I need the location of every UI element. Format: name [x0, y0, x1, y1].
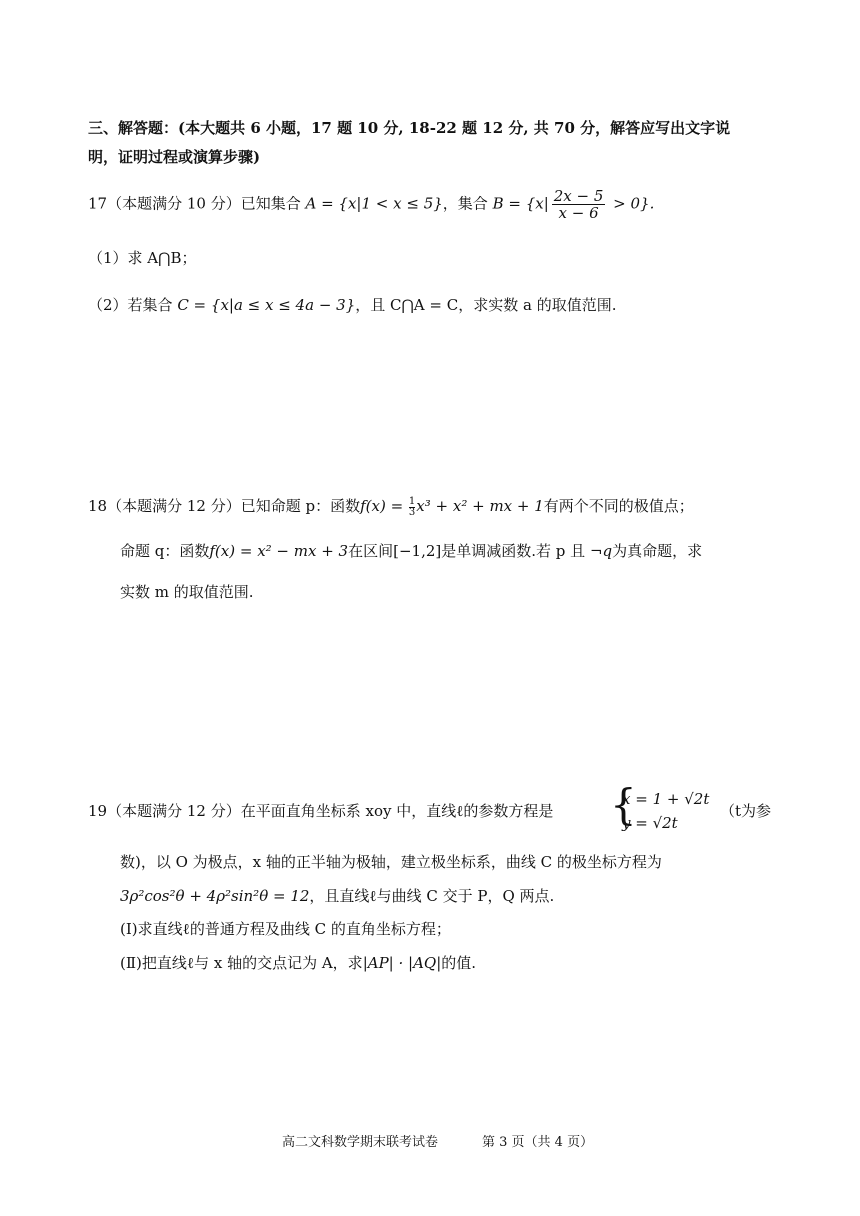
- q19-line3-b: ，且直线ℓ与曲线 C 交于 P，Q 两点.: [309, 887, 555, 905]
- footer-left-text: 高二文科数学期末联考试卷: [282, 1135, 439, 1150]
- section-heading-cont: [88, 146, 260, 168]
- q18-line1: [88, 495, 694, 518]
- q18-func1-b: x³ + x² + mx + 1: [416, 497, 544, 515]
- q19-part2-a: (Ⅱ)把直线ℓ与 x 轴的交点记为 A，求: [120, 954, 363, 972]
- q19-line3: [120, 885, 554, 907]
- q17-prefix: 17（本题满分 10 分）已知集合: [88, 194, 306, 213]
- q17-fraction: [552, 188, 606, 221]
- q17-part2: [88, 294, 616, 316]
- q17-part1-text: （1）求 A⋂B；: [88, 249, 197, 267]
- q17-frac-num: 2x − 5: [553, 187, 604, 205]
- q19-part2-b: 的值.: [441, 954, 477, 972]
- q17-part1: [88, 247, 196, 269]
- q18-frac-num: 1: [408, 495, 416, 507]
- q17-stem: [88, 188, 654, 221]
- section-heading-cont-text: 明，证明过程或演算步骤): [88, 148, 261, 166]
- q18-line2-b: 在区间: [348, 542, 394, 560]
- q18-fraction: [409, 497, 415, 518]
- q19-line1-tail: [720, 800, 771, 822]
- q19-brace: {: [610, 780, 637, 829]
- q18-line2-c: 是单调减函数.若 p 且: [441, 542, 590, 560]
- q17-set-c: C = {x|a ≤ x ≤ 4a − 3}: [177, 296, 356, 314]
- q18-line2: [120, 540, 702, 562]
- footer-right-text: 第 3 页（共 4 页）: [482, 1135, 594, 1150]
- q19-part1: [120, 918, 451, 940]
- q17-set-b-lhs: B = {x|: [492, 194, 549, 213]
- q17-part2-a: （2）若集合: [88, 296, 178, 314]
- footer-exam-title: [282, 1131, 438, 1150]
- q17-mid: ，集合: [442, 194, 493, 213]
- q17-set-a: A = {x|1 < x ≤ 5}: [305, 194, 443, 213]
- q18-func1-a: f(x) =: [360, 497, 408, 515]
- q19-line1-a: 19（本题满分 12 分）在平面直角坐标系 xoy 中，直线ℓ的参数方程是: [88, 802, 554, 820]
- q18-interval: [−1,2]: [393, 542, 442, 560]
- q19-line1-b: （t为参: [720, 802, 772, 820]
- q17-set-b-rhs: > 0}.: [608, 194, 655, 213]
- q18-frac-den: 3: [408, 506, 416, 518]
- q17-frac-den: x − 6: [558, 204, 599, 222]
- q19-polar-eq: 3ρ²cos²θ + 4ρ²sin²θ = 12: [120, 887, 310, 905]
- q18-line3: [120, 581, 254, 603]
- q19-line1: [88, 800, 553, 822]
- q19-part1-text: (Ⅰ)求直线ℓ的普通方程及曲线 C 的直角坐标方程；: [120, 920, 451, 938]
- q18-neg-q: ¬q: [589, 542, 613, 560]
- section-heading: [88, 117, 730, 139]
- q19-line2-text: 数)，以 O 为极点，x 轴的正半轴为极轴，建立极坐标系，曲线 C 的极坐标方程为: [120, 853, 662, 871]
- q19-param-system: [610, 780, 710, 835]
- q18-func2: f(x) = x² − mx + 3: [209, 542, 349, 560]
- q19-part2-eq: |AP| · |AQ|: [362, 954, 442, 972]
- q19-eq-x: x = 1 + √2t: [622, 790, 710, 808]
- footer-page-number: [482, 1131, 593, 1150]
- q18-line2-d: 为真命题，求: [612, 542, 703, 560]
- q18-line2-a: 命题 q：函数: [120, 542, 210, 560]
- q18-line1-b: 有两个不同的极值点；: [543, 497, 694, 515]
- q18-line3-text: 实数 m 的取值范围.: [120, 583, 254, 601]
- q19-line2: [120, 851, 662, 873]
- q19-part2: [120, 952, 476, 974]
- q18-line1-a: 18（本题满分 12 分）已知命题 p：函数: [88, 497, 361, 515]
- q19-eq-y: y = √2t: [622, 814, 678, 832]
- section-heading-text: 三、解答题：(本大题共 6 小题，17 题 10 分, 18-22 题 12 分, 共 70 分，解答应写出文字说: [88, 119, 731, 137]
- q17-part2-b: ，且 C⋂A = C，求实数 a 的取值范围.: [355, 296, 617, 314]
